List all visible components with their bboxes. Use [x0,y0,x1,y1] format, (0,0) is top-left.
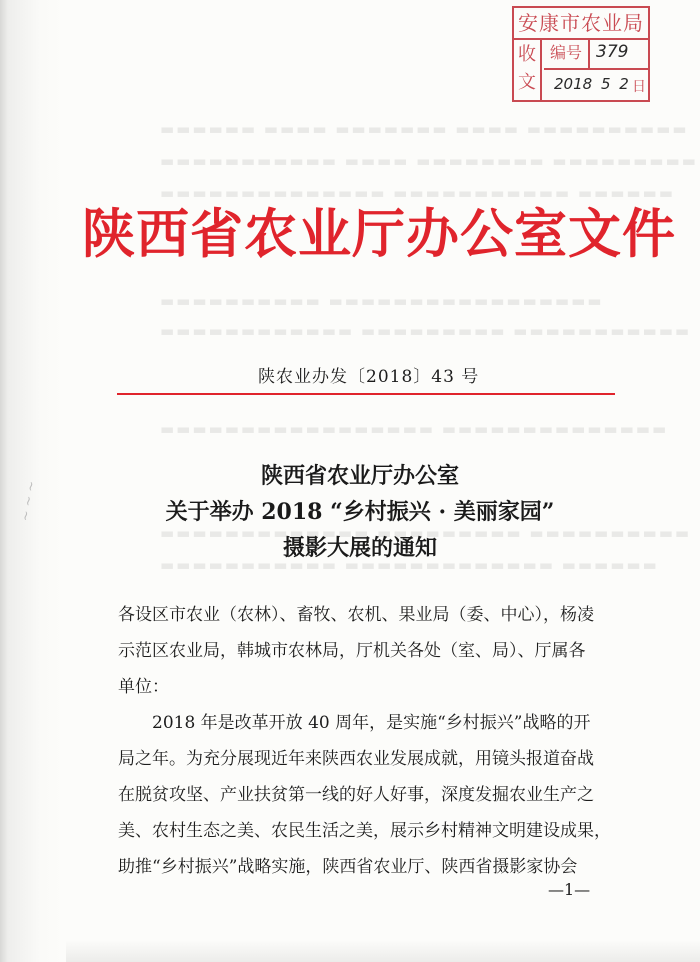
notice-title-line: 陕西省农业厅办公室 [260,463,459,489]
paragraph-line: 2018 年是改革开放 40 周年，是实施“乡村振兴”战略的开 [152,713,591,733]
addressee-line: 示范区农业局，韩城市农林局，厅机关各处（室、局）、厅属各 [118,641,586,661]
show-through-text: ▬▬▬▬▬▬▬▬▬▬▬▬ ▬▬▬▬▬▬▬▬▬ ▬▬▬▬▬▬▬▬▬▬▬ [160,322,692,340]
stamp-side-label [514,38,542,100]
stamp-number-row [544,38,648,70]
show-through-text: ▬▬▬▬▬▬▬▬▬▬▬ ▬▬▬▬ ▬▬▬▬▬▬▬▬ ▬▬▬▬▬▬▬▬▬ [160,152,698,170]
margin-handwriting: ~ ~ ~ [18,479,40,523]
addressee-line: 各设区市农业（农林）、畜牧、农机、果业局（委、中心），杨凌 [118,605,594,625]
stamp-date-unit: 日 [632,79,646,95]
show-through-text: ▬▬▬▬▬▬▬▬▬▬▬▬▬▬ ▬▬▬▬▬▬▬▬▬▬▬ ▬▬▬▬▬▬ [160,184,675,202]
stamp-side-top: 收 [518,44,536,65]
stamp-side-bottom: 文 [518,72,536,93]
receipt-stamp [512,6,650,102]
paragraph-line: 局之年。为充分展现近年来陕西农业发展成就，用镜头报道奋战 [118,749,594,769]
paragraph-line: 美、农村生态之美、农民生活之美，展示乡村精神文明建设成果， [118,821,611,841]
show-through-text: ▬▬▬▬▬▬ ▬▬▬▬ ▬▬▬▬▬▬▬ ▬▬▬▬ ▬▬▬▬▬▬▬▬▬▬ [160,120,689,138]
notice-title-line: 摄影大展的通知 [282,535,437,561]
stamp-date-value: 2018 5 2 [554,75,629,93]
show-through-text: ▬▬▬▬▬▬▬▬▬▬▬▬▬▬▬▬▬ ▬▬▬▬▬▬▬▬▬▬▬▬▬▬ [160,420,669,438]
addressee-line: 单位： [118,677,169,697]
notice-title-line: 关于举办 2018 “乡村振兴 · 美丽家园” [165,499,555,525]
paragraph-line: 在脱贫攻坚、产业扶贫第一线的好人好事，深度发掘农业生产之 [118,785,594,805]
stamp-number-value: 379 [596,42,629,62]
document-header-title: 陕西省农业厅办公室文件 [82,204,676,265]
paragraph-line: 助推“乡村振兴”战略实施，陕西省农业厅、陕西省摄影家协会 [118,857,578,877]
stamp-date-row [544,70,648,100]
stamp-number-label: 编号 [544,38,590,68]
notice-title [100,458,620,566]
paper-bottom-shadow [66,940,700,962]
header-divider [117,393,615,395]
show-through-text: ▬▬▬▬▬▬▬▬▬▬ ▬▬▬▬▬▬▬▬▬▬▬▬▬▬▬▬▬ [160,292,604,310]
show-through-text: ▬▬▬▬▬▬▬▬▬▬▬ ▬▬▬▬▬▬▬▬▬▬▬▬▬ ▬▬▬▬▬▬ [160,556,659,574]
document-number: 陕农业办发〔2018〕43 号 [258,367,480,387]
stamp-title: 安康市农业局 [514,8,648,40]
show-through-text: ▬▬▬▬▬▬▬▬▬▬▬▬▬ ▬▬▬▬▬▬▬▬▬ ▬▬▬▬▬▬▬▬▬▬ [160,524,692,542]
document-body [118,597,618,885]
page-number: —1— [548,880,591,899]
